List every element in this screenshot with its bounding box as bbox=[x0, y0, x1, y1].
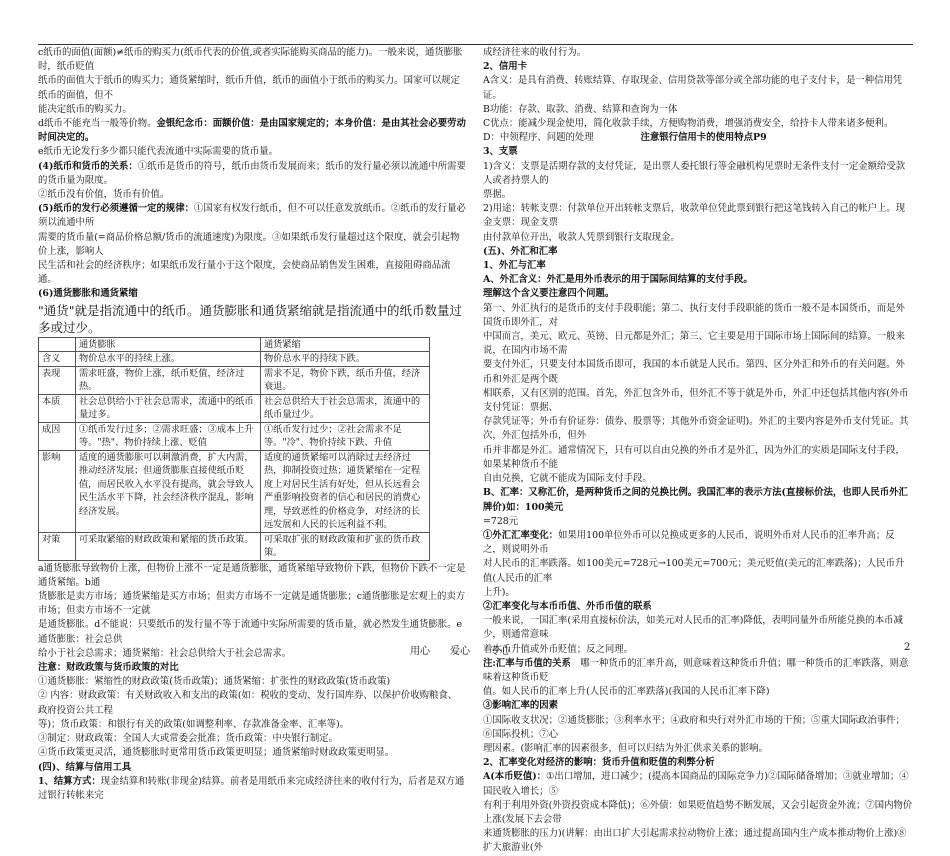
bold-text: 注意银行信用卡的使用特点P9 bbox=[640, 132, 767, 144]
paragraph: a通货膨胀导致物价上涨，但物价上涨不一定是通货膨胀，通货紧缩导致物价下跌，但物价下跌不一定是通货紧缩。b通 bbox=[38, 562, 466, 588]
paragraph bbox=[483, 529, 913, 557]
paragraph: c纸币的面值(面额)≠纸币的购买力(纸币代表的价值,或者实际能购买商品的能力)。一般来说，通货膨胀时，纸币贬值 bbox=[38, 47, 463, 73]
table-cell: 表现 bbox=[39, 366, 76, 394]
paragraph: C优点：能减少现金使用，简化收款手续，方便购物消费，增强消费安全，给持卡人带来诸多便利。 bbox=[483, 118, 894, 130]
table-header-row bbox=[39, 337, 430, 352]
section-heading: 1、结算方式： bbox=[38, 775, 101, 787]
paragraph: ③制定：财政政策：全国人大或常委会批准；货币政策：中央银行制定。 bbox=[38, 733, 339, 745]
text: d纸币不能充当一般等价物。 bbox=[38, 118, 157, 130]
table-row bbox=[39, 422, 430, 450]
paragraph: 来通货膨胀的压力)(讲解：由出口扩大引起需求拉动物价上涨；通过提高国内生产成本推动物价上涨)⑧扩大旅游业(外 bbox=[483, 828, 907, 854]
paragraph: 相联系，又有区别的范围。首先，外汇包含外币，但外汇不等于就是外币，外汇中还包括其他内容(外币支付凭证：票据、 bbox=[483, 387, 909, 414]
paragraph: 1)含义：支票是活期存款的支付凭证，是出票人委托银行等金融机构见票时无条件支付一定金额给受款人或者持票人的 bbox=[483, 160, 906, 186]
paragraph: ①国际收支状况；②通货膨胀；③利率水平；④政府和央行对外汇市场的干预；⑤重大国际政治事件；⑥国际投机；⑦心 bbox=[483, 714, 905, 740]
paragraph: 2)用途：转帐支票：付款单位开出转帐支票后，收款单位凭此票到银行把这笔钱转入自己的帐户上。现金支票：现金支票 bbox=[483, 203, 906, 229]
table-cell: 可采取紧缩的财政政策和紧缩的货币政策。 bbox=[76, 532, 261, 560]
paragraph: 民生活和社会的经济秩序；如果纸币发行量小于这个限度，会使商品销售发生困难，直接阻碍商品流通。 bbox=[38, 260, 451, 286]
table-cell: ①纸币发行过多；②需求旺盛；③成本上升等。"热"、物价持续上涨、贬值 bbox=[76, 422, 261, 450]
paragraph: 给小于社会总需求；通货紧缩：社会总供给大于社会总需求。 bbox=[38, 647, 292, 659]
table-row bbox=[39, 352, 430, 367]
table-cell: 成因 bbox=[39, 422, 76, 450]
emphasis-line: "通货"就是指流通中的纸币。通货膨胀和通货紧缩就是指流通中的纸币数量过多或过少。 bbox=[38, 302, 463, 335]
paragraph: A含义：是具有消费、转账结算、存取现金、信用贷款等部分或全部功能的电子支付卡，是一种信用凭证。 bbox=[483, 75, 903, 101]
bold-text: 金银纪念币：面额价值：是由国家规定的；本身价值：是由其社会必要劳动时间决定的。 bbox=[38, 118, 466, 144]
table-cell: 物价总水平的持续下跌。 bbox=[261, 352, 430, 367]
table-header-cell: 通货膨胀 bbox=[76, 337, 261, 352]
bold-text: ①外汇汇率变化： bbox=[483, 529, 559, 541]
paragraph: 着本币升值或外币贬值；反之同理。 bbox=[483, 643, 634, 655]
paragraph: 能决定纸币的购买力。 bbox=[38, 103, 132, 115]
paragraph: 成经济往来的收付行为。 bbox=[483, 47, 587, 58]
section-heading: 1、外汇与汇率 bbox=[483, 260, 546, 272]
paragraph bbox=[38, 117, 466, 145]
section-heading: ③影响汇率的因素 bbox=[483, 700, 559, 712]
paragraph bbox=[483, 131, 913, 145]
table-cell bbox=[39, 337, 76, 352]
section-heading: 2、汇率变化对经济的影响：货币升值和贬值的利弊分析 bbox=[483, 757, 715, 769]
paragraph: 币并非都是外汇。通常情况下，只有可以自由兑换的外币才是外汇，因为外汇的实质是国际支付手段，如果某种货币不能 bbox=[483, 444, 905, 470]
table-cell: 含义 bbox=[39, 352, 76, 367]
section-heading: 理解这个含义要注意四个问题。 bbox=[483, 288, 615, 300]
section-heading: 2、信用卡 bbox=[483, 61, 528, 73]
table-row bbox=[39, 394, 430, 422]
comparison-table bbox=[38, 337, 430, 561]
table-cell: 对策 bbox=[39, 532, 76, 560]
table-cell: 可采取扩张的财政政策和扩张的货币政策。 bbox=[261, 532, 430, 560]
paragraph: 要支付外汇，只要支付本国货币即可，我国的本币就是人民币。第四、区分外汇和外币的有关问题。外币和外汇是两个既 bbox=[483, 359, 905, 385]
table-row bbox=[39, 366, 430, 394]
paragraph: 票据。 bbox=[483, 189, 512, 201]
section-heading: A、外汇含义：外汇是用外币表示的用于国际间结算的支付手段。 bbox=[483, 274, 753, 286]
table-cell: ①纸币发行过少；②社会需求不足等。"冷"、物价持续下跌、升值 bbox=[261, 422, 430, 450]
page-number: 2 bbox=[904, 642, 911, 653]
table-cell: 适度的通货紧缩可以消除过去经济过热，抑制投资过热；通货紧缩在一定程度上对居民生活有好处，但从长远看会严重影响投资者的信心和居民的消费心理，导致恶性的价格竞争，对经济的长远发展和人民的长远利益不利。 bbox=[261, 450, 430, 532]
table-header-cell: 通货紧缩 bbox=[261, 337, 430, 352]
paragraph: 一般来说，一国汇率(采用直接标价法，如美元对人民币的汇率)降低，表明同量外币所能兑换的本币减少，则通常意味 bbox=[483, 615, 903, 641]
bold-text: A(本币贬值)： bbox=[483, 771, 547, 783]
table-cell: 物价总水平的持续上涨。 bbox=[76, 352, 261, 367]
paragraph: 是通货膨胀。d不能说：只要纸币的发行量不等于流通中实际所需要的货币量，就必然发生通货膨胀。e通货膨胀：社会总供 bbox=[38, 619, 463, 645]
footer-text: 用心 爱心 专心 bbox=[410, 646, 510, 657]
paragraph: 理因素。(影响汇率的因素很多，但可以归结为外汇供求关系的影响。 bbox=[483, 742, 768, 754]
section-heading: (4)纸币和货币的关系： bbox=[38, 160, 138, 172]
table-cell: 本质 bbox=[39, 394, 76, 422]
paragraph: 中国而言，美元、欧元、英镑、日元都是外汇；第三、它主要是用于国际市场上国际间的结算。一般来说，在国内市场不需 bbox=[483, 331, 905, 357]
section-heading: (5)纸币的发行必须遵循一定的规律： bbox=[38, 203, 195, 215]
paragraph: 货膨胀是卖方市场；通货紧缩是买方市场；但卖方市场不一定就是通货膨胀；c通货膨胀是宏观上的卖方市场；但卖方市场不一定就 bbox=[38, 591, 466, 617]
section-heading: 注意：财政政策与货币政策的对比 bbox=[38, 662, 179, 674]
table-cell: 需求不足，物价下跌，纸币升值，经济衰退。 bbox=[261, 366, 430, 394]
text: ①国家有权发行纸币，但不可以任意发放纸币。②纸币的发行量必须以流通中所 bbox=[38, 203, 466, 229]
bold-text: 注:汇率与币值的关系 bbox=[483, 657, 571, 669]
text: 如果用100单位外币可以兑换成更多的人民币，说明外币对人民币的汇率升高；反之，则说明外币 bbox=[483, 529, 895, 556]
table-cell: 需求旺盛，物价上涨，纸币贬值，经济过热。 bbox=[76, 366, 261, 394]
paragraph: ② 内容：财政政策：有关财政收入和支出的政策(如：税收的变动、发行国库券、以保护价收购粮食、政府投资公共工程 bbox=[38, 690, 458, 716]
table-cell: 社会总供给小于社会总需求，流通中的纸币量过多。 bbox=[76, 394, 261, 422]
paragraph bbox=[483, 770, 913, 798]
text: ①纸币是货币的符号，纸币由货币发展而来；纸币的发行量必须以流通中所需要的货币量为限度。 bbox=[38, 160, 466, 186]
paragraph: B功能：存款、取款、消费、结算和查询为一体 bbox=[483, 103, 678, 115]
left-column bbox=[38, 46, 466, 803]
paragraph: 由付款单位开出，收款人凭票到银行支取现金。 bbox=[483, 231, 680, 243]
table-cell: 社会总供给大于社会总需求，流通中的纸币量过少。 bbox=[261, 394, 430, 422]
text: 哪一种货币的汇率升高，则意味着这种货币升值；哪一种货币的汇率跌落，则意味着这种货币贬 bbox=[483, 657, 909, 683]
table-row bbox=[39, 532, 430, 560]
section-heading: (四)、结算与信用工具 bbox=[38, 761, 132, 773]
paragraph: 存款凭证等；外币有价证券：债券、股票等；其他外币资金证明)。外汇的主要内容是外币支付凭证。其次，外汇包括外币，但外 bbox=[483, 416, 909, 442]
paragraph: 需要的货币量(=商品价格总额/货币的流通速度)为限度。③如果纸币发行量超过这个限度，就会引起物价上涨，影响人 bbox=[38, 231, 460, 257]
section-heading: B、汇率：又称汇价，是两种货币之间的兑换比例。我国汇率的表示方法(直接标价法，也即人民币外汇牌价)如：100美元 bbox=[483, 487, 908, 513]
text: ①出口增加，进口减少；(提高本国商品的国际竞争力)②国际储备增加；③就业增加；④国民收入增长；⑤ bbox=[483, 771, 909, 797]
right-column bbox=[483, 46, 913, 856]
paragraph: 第一、外汇执行的是货币的支付手段职能；第二、执行支付手段职能的货币一般不是本国货币，而是外国货币即外汇，对 bbox=[483, 302, 905, 328]
paragraph: ②纸币没有价值，货币有价值。 bbox=[38, 189, 170, 201]
section-heading: ②汇率变化与本币币值、外币币值的联系 bbox=[483, 600, 652, 612]
paragraph: 纸币的面值大于纸币的购买力；通货紧缩时，纸币升值，纸币的面值小于纸币的购买力。国家可以规定纸币的面值，但不 bbox=[38, 75, 460, 101]
paragraph: 值。如人民币的汇率上升(人民币的汇率跌落)(我国的人民币汇率下降) bbox=[483, 686, 770, 698]
paragraph: 有利于利用外资(外资投资成本降低)；⑥外债：如果贬值趋势不断发展，又会引起资金外流；⑦国内物价上涨(发展下去会带 bbox=[483, 799, 913, 825]
section-heading: 3、支票 bbox=[483, 146, 518, 158]
paragraph bbox=[38, 202, 466, 230]
paragraph bbox=[38, 775, 466, 803]
paragraph: 等)；货币政策：和银行有关的政策(如调整利率、存款准备金率、汇率等)。 bbox=[38, 718, 349, 730]
header-rule bbox=[38, 44, 913, 45]
section-heading: (五)、外汇和汇率 bbox=[483, 245, 558, 257]
paragraph: 自由兑换，它就不能成为国际支付手段。 bbox=[483, 473, 652, 485]
paragraph: =728元 bbox=[483, 515, 519, 527]
paragraph: 上升)。 bbox=[483, 586, 515, 598]
table-cell: 影响 bbox=[39, 450, 76, 532]
paragraph bbox=[38, 160, 466, 188]
text: D：中领程序、问题的处理 bbox=[483, 132, 594, 144]
paragraph: ①通货膨胀：紧缩性的财政政策(货币政策)；通货紧缩：扩张性的财政政策(货币政策) bbox=[38, 676, 391, 688]
table-cell: 适度的通货膨胀可以刺激消费，扩大内需，推动经济发展；但通货膨胀直接使纸币贬值，而居民收入水平没有提高，就会导致人民生活水平下降，社会经济秩序混乱，影响经济发展。 bbox=[76, 450, 261, 532]
table-row bbox=[39, 450, 430, 532]
section-heading: (6)通货膨胀和通货紧缩 bbox=[38, 288, 138, 300]
paragraph: e纸币无论发行多少都只能代表流通中实际需要的货币量。 bbox=[38, 146, 278, 158]
paragraph: ④货币政策更灵活，通货膨胀时更常用货币政策更明显；通货紧缩时财政政策更明显。 bbox=[38, 747, 395, 759]
text: 现金结算和转账(非现金)结算。前者是用纸币来完成经济往来的收付行为，后者是双方通过银行转帐来完 bbox=[38, 775, 465, 801]
paragraph: 对人民币的汇率跌落。如100美元=728元→100美元=700元；美元贬值(美元的汇率跌落)；人民币升值(人民币的汇率 bbox=[483, 558, 905, 584]
